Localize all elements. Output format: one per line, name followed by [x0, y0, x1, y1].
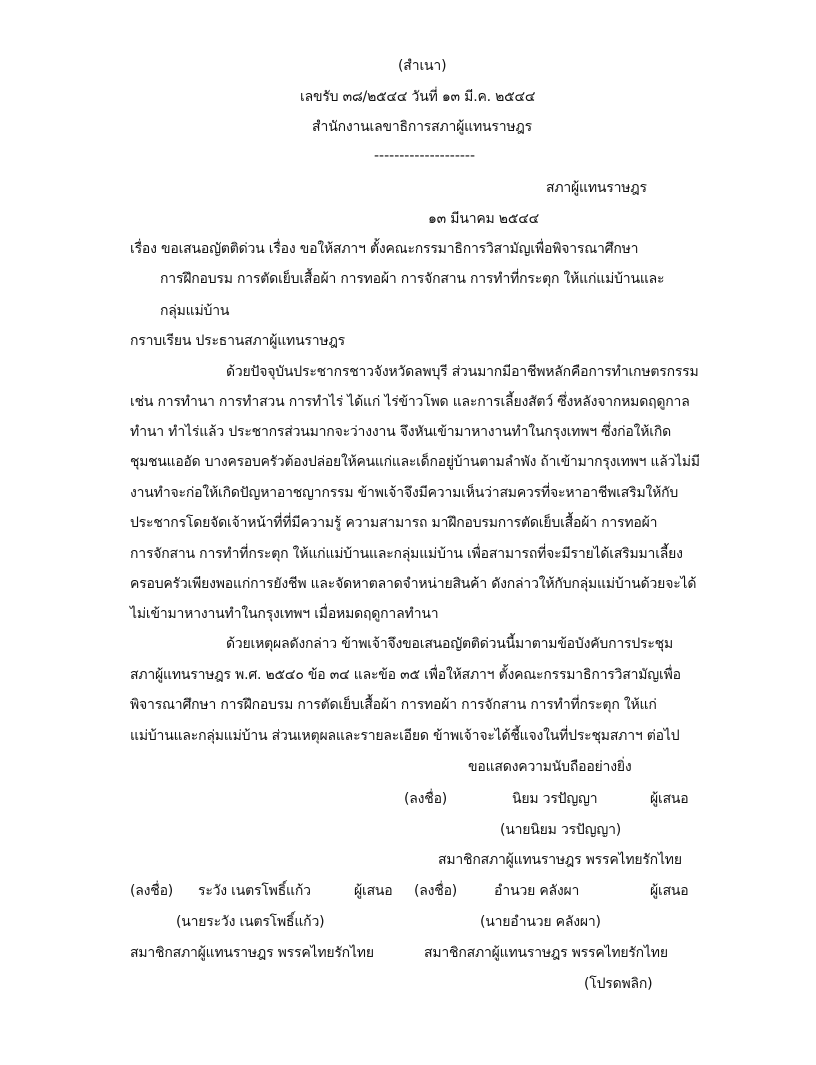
subject-line-3: กลุ่มแม่บ้าน [160, 303, 230, 319]
header-separator: -------------------- [374, 148, 476, 164]
sign-label: (ลงชื่อ) [130, 883, 174, 899]
signature-right-position: สมาชิกสภาผู้แทนราษฎร พรรคไทยรักไทย [424, 945, 668, 961]
paragraph-1-line: ประชากรโดยจัดเจ้าหน้าที่ที่มีความรู้ ความสามารถ มาฝึกอบรมการตัดเย็บเสื้อผ้า การทอผ้า [130, 515, 658, 531]
signature-main-full-name: (นายนิยม วรปัญญา) [500, 822, 621, 838]
salutation: กราบเรียน ประธานสภาผู้แทนราษฎร [130, 333, 345, 349]
paragraph-1-line: เช่น การทำนา การทำสวน การทำไร่ ได้แก่ ไร่ข้าวโพด และการเลี้ยงสัตว์ ซึ่งหลังจากหมดฤดูกาล [130, 394, 690, 410]
paragraph-2-line: ด้วยเหตุผลดังกล่าว ข้าพเจ้าจึงขอเสนอญัตติด่วนนี้มาตามข้อบังคับการประชุม [226, 636, 673, 652]
signature-main-name: นิยม วรปัญญา [512, 791, 598, 807]
copy-label: (สำเนา) [398, 58, 447, 74]
proposer-label: ผู้เสนอ [354, 883, 393, 899]
office-name: สำนักงานเลขาธิการสภาผู้แทนราษฎร [312, 119, 532, 135]
paragraph-1-line: ชุมชนแออัด บางครอบครัวต้องปล่อยให้คนแก่และเด็กอยู่บ้านตามลำพัง ถ้าเข้ามากรุงเทพฯ แล้วไม่มี [130, 454, 700, 470]
proposer-label: ผู้เสนอ [650, 883, 689, 899]
sign-label: (ลงชื่อ) [404, 791, 448, 807]
signature-left-full-name: (นายระวัง เนตรโพธิ์แก้ว) [176, 914, 325, 930]
proposer-label: ผู้เสนอ [650, 791, 689, 807]
sign-label: (ลงชื่อ) [414, 883, 458, 899]
turn-over-note: (โปรดพลิก) [584, 976, 653, 992]
paragraph-1-line: การจักสาน การทำที่กระตุก ให้แก่แม่บ้านและกลุ่มแม่บ้าน เพื่อสามารถที่จะมีรายได้เสริมมาเลี้ยง [130, 546, 683, 562]
place: สภาผู้แทนราษฎร [546, 180, 647, 196]
signature-right-full-name: (นายอำนวย คลังผา) [480, 914, 601, 930]
signature-left-position: สมาชิกสภาผู้แทนราษฎร พรรคไทยรักไทย [130, 945, 374, 961]
signature-right-name: อำนวย คลังผา [494, 883, 580, 899]
paragraph-1-line: ด้วยปัจจุบันประชากรชาวจังหวัดลพบุรี ส่วนมากมีอาชีพหลักคือการทำเกษตรกรรม [226, 364, 699, 380]
closing: ขอแสดงความนับถืออย่างยิ่ง [468, 759, 632, 775]
paragraph-2-line: พิจารณาศึกษา การฝึกอบรม การตัดเย็บเสื้อผ้า การทอผ้า การจักสาน การทำที่กระตุก ให้แก่ [130, 697, 657, 713]
signature-left-name: ระวัง เนตรโพธิ์แก้ว [198, 883, 311, 899]
subject-line-1: เรื่อง ขอเสนอญัตติด่วน เรื่อง ขอให้สภาฯ ตั้งคณะกรรมาธิการวิสามัญเพื่อพิจารณาศึกษา [130, 241, 639, 257]
paragraph-2-line: สภาผู้แทนราษฎร พ.ศ. ๒๕๔๐ ข้อ ๓๔ และข้อ ๓๕ เพื่อให้สภาฯ ตั้งคณะกรรมาธิการวิสามัญเพื่อ [130, 667, 681, 683]
paragraph-1-line: ไม่เข้ามาหางานทำในกรุงเทพฯ เมื่อหมดฤดูกาลทำนา [130, 606, 439, 622]
signature-main-position: สมาชิกสภาผู้แทนราษฎร พรรคไทยรักไทย [438, 852, 682, 868]
paragraph-1-line: งานทำจะก่อให้เกิดปัญหาอาชญากรรม ข้าพเจ้าจึงมีความเห็นว่าสมควรที่จะหาอาชีพเสริมให้กับ [130, 485, 679, 501]
paragraph-2-line: แม่บ้านและกลุ่มแม่บ้าน ส่วนเหตุผลและรายละเอียด ข้าพเจ้าจะได้ชี้แจงในที่ประชุมสภาฯ ต่อไป [130, 728, 680, 744]
date: ๑๓ มีนาคม ๒๕๔๔ [428, 211, 540, 227]
receipt-line: เลขรับ ๓๘/๒๕๔๔ วันที่ ๑๓ มี.ค. ๒๕๔๔ [300, 89, 536, 105]
paragraph-1-line: ทำนา ทำไร่แล้ว ประชากรส่วนมากจะว่างงาน จึงหันเข้ามาหางานทำในกรุงเทพฯ ซึ่งก่อให้เกิด [130, 424, 671, 440]
paragraph-1-line: ครอบครัวเพียงพอแก่การยังชีพ และจัดหาตลาดจำหน่ายสินค้า ดังกล่าวให้กับกลุ่มแม่บ้านด้วยจะได้ [130, 576, 697, 592]
subject-line-2: การฝึกอบรม การตัดเย็บเสื้อผ้า การทอผ้า การจักสาน การทำที่กระตุก ให้แก่แม่บ้านและ [160, 271, 665, 287]
